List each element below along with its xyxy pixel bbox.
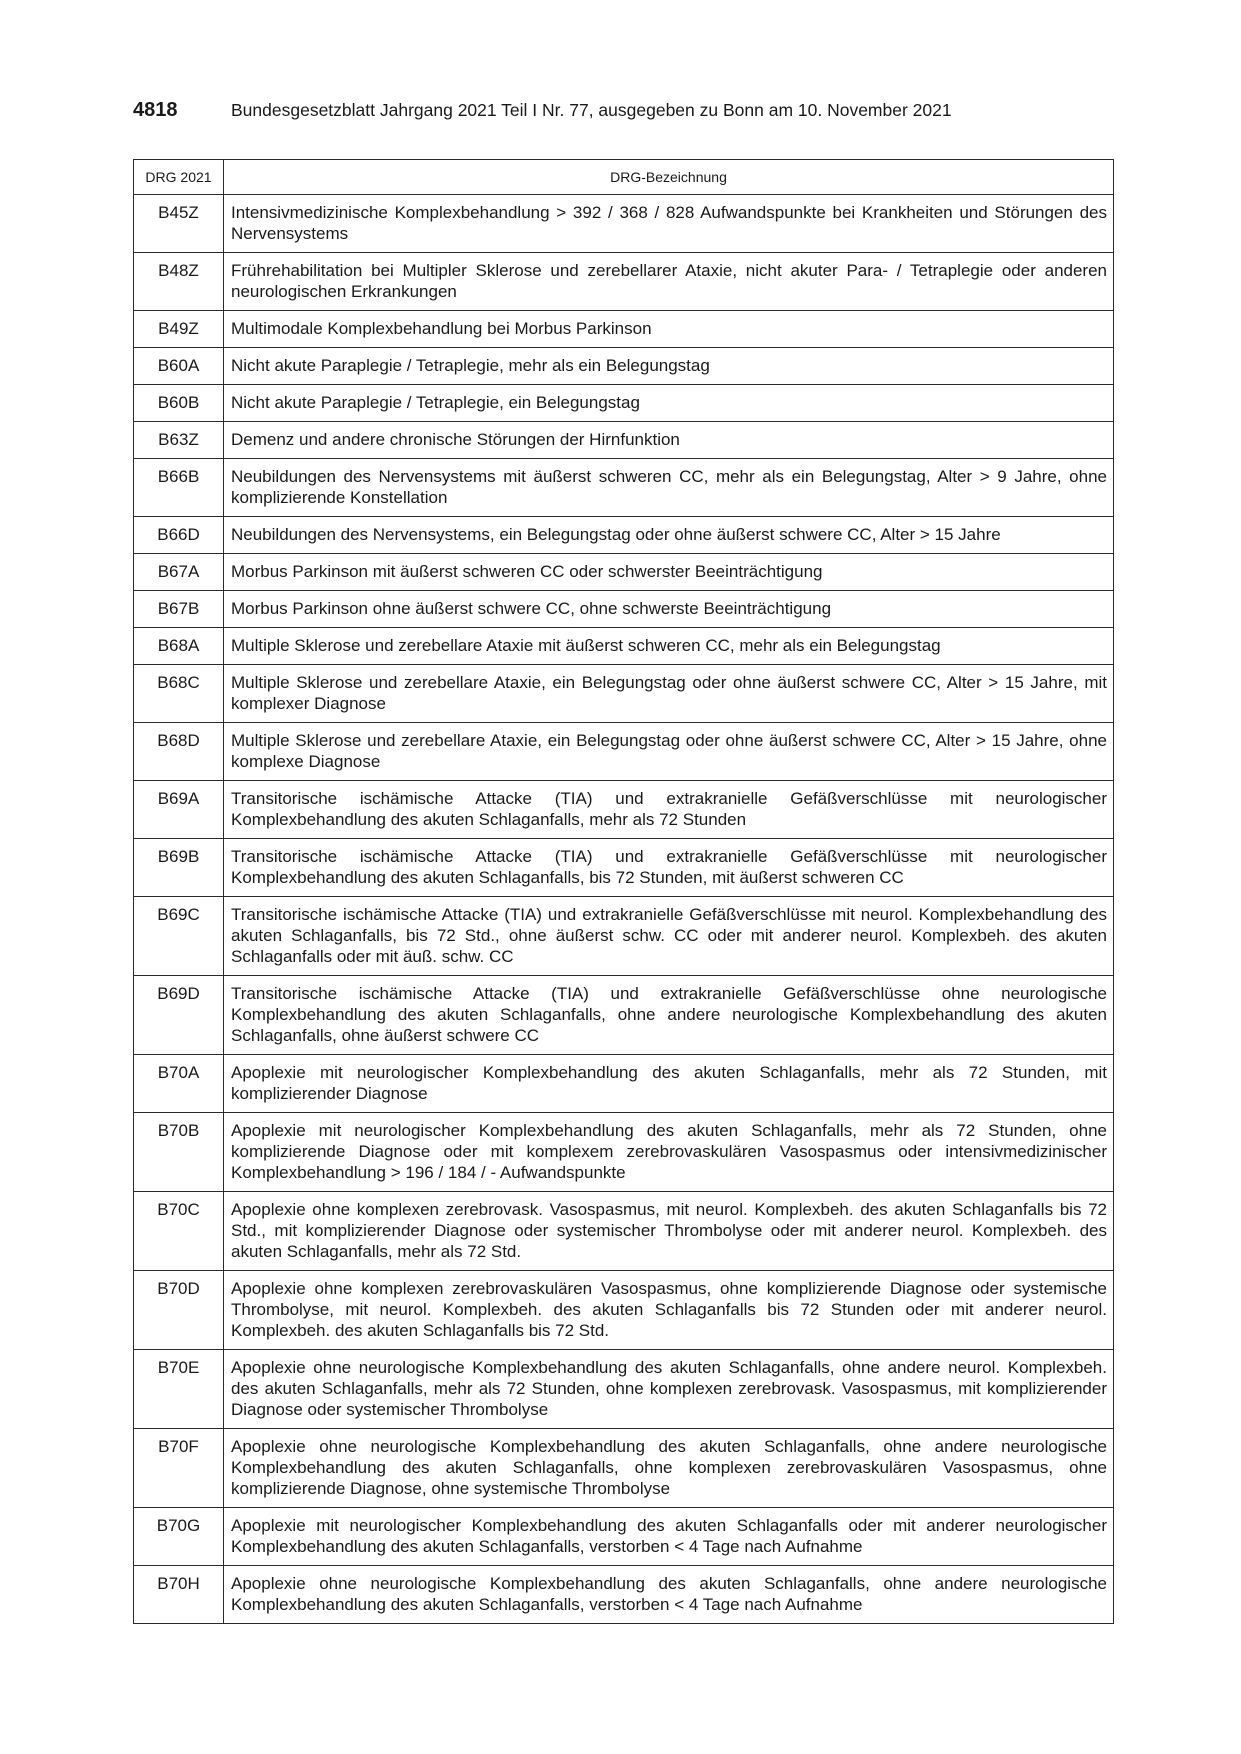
drg-description: Apoplexie mit neurologischer Komplexbehandlung des akuten Schlaganfalls, mehr als 72 Stunden, mit komplizierender Diagnose bbox=[224, 1055, 1114, 1113]
table-row bbox=[134, 1566, 1114, 1624]
drg-code: B45Z bbox=[134, 195, 224, 253]
drg-description: Apoplexie ohne komplexen zerebrovask. Vasospasmus, mit neurol. Komplexbeh. des akuten Schlaganfalls bis 72 Std., mit komplizierender Diagnose oder systemischer Thrombolyse oder mit anderer neurol. Komplexbeh. des akuten Schlaganfalls, mehr als 72 Std. bbox=[224, 1192, 1114, 1271]
drg-description: Neubildungen des Nervensystems, ein Belegungstag oder ohne äußerst schwere CC, Alter > 15 Jahre bbox=[224, 517, 1114, 554]
table-row bbox=[134, 459, 1114, 517]
table-row bbox=[134, 839, 1114, 897]
drg-description: Multiple Sklerose und zerebellare Ataxie mit äußerst schweren CC, mehr als ein Belegungstag bbox=[224, 628, 1114, 665]
drg-description: Multimodale Komplexbehandlung bei Morbus Parkinson bbox=[224, 311, 1114, 348]
drg-description: Apoplexie ohne komplexen zerebrovaskulären Vasospasmus, ohne komplizierende Diagnose oder systemische Thrombolyse, mit neurol. Komplexbeh. des akuten Schlaganfalls bis 72 Stunden oder mit anderer neurol. Komplexbeh. des akuten Schlaganfalls bis 72 Std. bbox=[224, 1271, 1114, 1350]
drg-code: B70B bbox=[134, 1113, 224, 1192]
table-row bbox=[134, 1350, 1114, 1429]
column-header-description: DRG-Bezeichnung bbox=[224, 160, 1114, 195]
table-row bbox=[134, 628, 1114, 665]
drg-table bbox=[133, 159, 1114, 1624]
table-row bbox=[134, 385, 1114, 422]
drg-description: Multiple Sklerose und zerebellare Ataxie, ein Belegungstag oder ohne äußerst schwere CC, Alter > 15 Jahre, mit komplexer Diagnose bbox=[224, 665, 1114, 723]
drg-code: B69C bbox=[134, 897, 224, 976]
drg-code: B70D bbox=[134, 1271, 224, 1350]
table-row bbox=[134, 348, 1114, 385]
drg-description: Nicht akute Paraplegie / Tetraplegie, ein Belegungstag bbox=[224, 385, 1114, 422]
table-row bbox=[134, 1113, 1114, 1192]
table-row bbox=[134, 897, 1114, 976]
table-row bbox=[134, 311, 1114, 348]
drg-description: Intensivmedizinische Komplexbehandlung > 392 / 368 / 828 Aufwandspunkte bei Krankheiten und Störungen des Nervensystems bbox=[224, 195, 1114, 253]
drg-code: B67B bbox=[134, 591, 224, 628]
drg-description: Morbus Parkinson ohne äußerst schwere CC, ohne schwerste Beeinträchtigung bbox=[224, 591, 1114, 628]
drg-code: B70F bbox=[134, 1429, 224, 1508]
gazette-title: Bundesgesetzblatt Jahrgang 2021 Teil I Nr. 77, ausgegeben zu Bonn am 10. November 2021 bbox=[231, 100, 952, 120]
drg-code: B70E bbox=[134, 1350, 224, 1429]
drg-description: Neubildungen des Nervensystems mit äußerst schweren CC, mehr als ein Belegungstag, Alter > 9 Jahre, ohne komplizierende Konstellation bbox=[224, 459, 1114, 517]
drg-code: B66B bbox=[134, 459, 224, 517]
page-header bbox=[133, 99, 1113, 122]
table-row bbox=[134, 195, 1114, 253]
drg-code: B70G bbox=[134, 1508, 224, 1566]
table-row bbox=[134, 976, 1114, 1055]
drg-description: Apoplexie ohne neurologische Komplexbehandlung des akuten Schlaganfalls, ohne andere neurologische Komplexbehandlung des akuten Schlaganfalls, ohne komplexen zerebrovaskulären Vasospasmus, ohne komplizierende Diagnose, ohne systemische Thrombolyse bbox=[224, 1429, 1114, 1508]
drg-description: Apoplexie ohne neurologische Komplexbehandlung des akuten Schlaganfalls, ohne andere neurol. Komplexbeh. des akuten Schlaganfalls, mehr als 72 Stunden, ohne komplexen zerebrovask. Vasospasmus, mit komplizierender Diagnose oder systemischer Thrombolyse bbox=[224, 1350, 1114, 1429]
drg-code: B69D bbox=[134, 976, 224, 1055]
table-row bbox=[134, 781, 1114, 839]
table-row bbox=[134, 253, 1114, 311]
drg-description: Demenz und andere chronische Störungen der Hirnfunktion bbox=[224, 422, 1114, 459]
drg-code: B68A bbox=[134, 628, 224, 665]
drg-code: B63Z bbox=[134, 422, 224, 459]
table-row bbox=[134, 517, 1114, 554]
drg-code: B48Z bbox=[134, 253, 224, 311]
drg-description: Transitorische ischämische Attacke (TIA) und extrakranielle Gefäßverschlüsse ohne neurologische Komplexbehandlung des akuten Schlaganfalls, ohne andere neurologische Komplexbehandlung des akuten Schlaganfalls, ohne äußerst schwere CC bbox=[224, 976, 1114, 1055]
table-row bbox=[134, 1508, 1114, 1566]
drg-code: B66D bbox=[134, 517, 224, 554]
drg-code: B70H bbox=[134, 1566, 224, 1624]
table-body bbox=[134, 195, 1114, 1624]
table-row bbox=[134, 1429, 1114, 1508]
drg-description: Nicht akute Paraplegie / Tetraplegie, mehr als ein Belegungstag bbox=[224, 348, 1114, 385]
drg-code: B69A bbox=[134, 781, 224, 839]
drg-code: B69B bbox=[134, 839, 224, 897]
drg-code: B67A bbox=[134, 554, 224, 591]
table-row bbox=[134, 723, 1114, 781]
drg-code: B70A bbox=[134, 1055, 224, 1113]
drg-description: Apoplexie mit neurologischer Komplexbehandlung des akuten Schlaganfalls, mehr als 72 Stunden, ohne komplizierende Diagnose oder mit komplexem zerebrovaskulären Vasospasmus oder intensivmedizinischer Komplexbehandlung > 196 / 184 / - Aufwandspunkte bbox=[224, 1113, 1114, 1192]
drg-code: B60B bbox=[134, 385, 224, 422]
drg-description: Frührehabilitation bei Multipler Sklerose und zerebellarer Ataxie, nicht akuter Para- / Tetraplegie oder anderen neurologischen Erkrankungen bbox=[224, 253, 1114, 311]
drg-code: B49Z bbox=[134, 311, 224, 348]
drg-description: Apoplexie ohne neurologische Komplexbehandlung des akuten Schlaganfalls, ohne andere neurologische Komplexbehandlung des akuten Schlaganfalls, verstorben < 4 Tage nach Aufnahme bbox=[224, 1566, 1114, 1624]
page-number: 4818 bbox=[133, 99, 178, 121]
drg-description: Apoplexie mit neurologischer Komplexbehandlung des akuten Schlaganfalls oder mit anderer neurologischer Komplexbehandlung des akuten Schlaganfalls, verstorben < 4 Tage nach Aufnahme bbox=[224, 1508, 1114, 1566]
drg-code: B68C bbox=[134, 665, 224, 723]
drg-description: Transitorische ischämische Attacke (TIA) und extrakranielle Gefäßverschlüsse mit neurologischer Komplexbehandlung des akuten Schlaganfalls, bis 72 Stunden, mit äußerst schweren CC bbox=[224, 839, 1114, 897]
drg-code: B70C bbox=[134, 1192, 224, 1271]
table-row bbox=[134, 1055, 1114, 1113]
drg-description: Transitorische ischämische Attacke (TIA) und extrakranielle Gefäßverschlüsse mit neurologischer Komplexbehandlung des akuten Schlaganfalls, mehr als 72 Stunden bbox=[224, 781, 1114, 839]
column-header-drg: DRG 2021 bbox=[134, 160, 224, 195]
drg-description: Transitorische ischämische Attacke (TIA) und extrakranielle Gefäßverschlüsse mit neurol. Komplexbehandlung des akuten Schlaganfalls, bis 72 Std., ohne äußerst schw. CC oder mit anderer neurol. Komplexbeh. des akuten Schlaganfalls oder mit äuß. schw. CC bbox=[224, 897, 1114, 976]
drg-description: Morbus Parkinson mit äußerst schweren CC oder schwerster Beeinträchtigung bbox=[224, 554, 1114, 591]
table-row bbox=[134, 1192, 1114, 1271]
table-row bbox=[134, 1271, 1114, 1350]
drg-description: Multiple Sklerose und zerebellare Ataxie, ein Belegungstag oder ohne äußerst schwere CC, Alter > 15 Jahre, ohne komplexe Diagnose bbox=[224, 723, 1114, 781]
table-row bbox=[134, 554, 1114, 591]
table-header-row bbox=[134, 160, 1114, 195]
table-row bbox=[134, 422, 1114, 459]
drg-code: B60A bbox=[134, 348, 224, 385]
table-row bbox=[134, 665, 1114, 723]
drg-code: B68D bbox=[134, 723, 224, 781]
table-row bbox=[134, 591, 1114, 628]
